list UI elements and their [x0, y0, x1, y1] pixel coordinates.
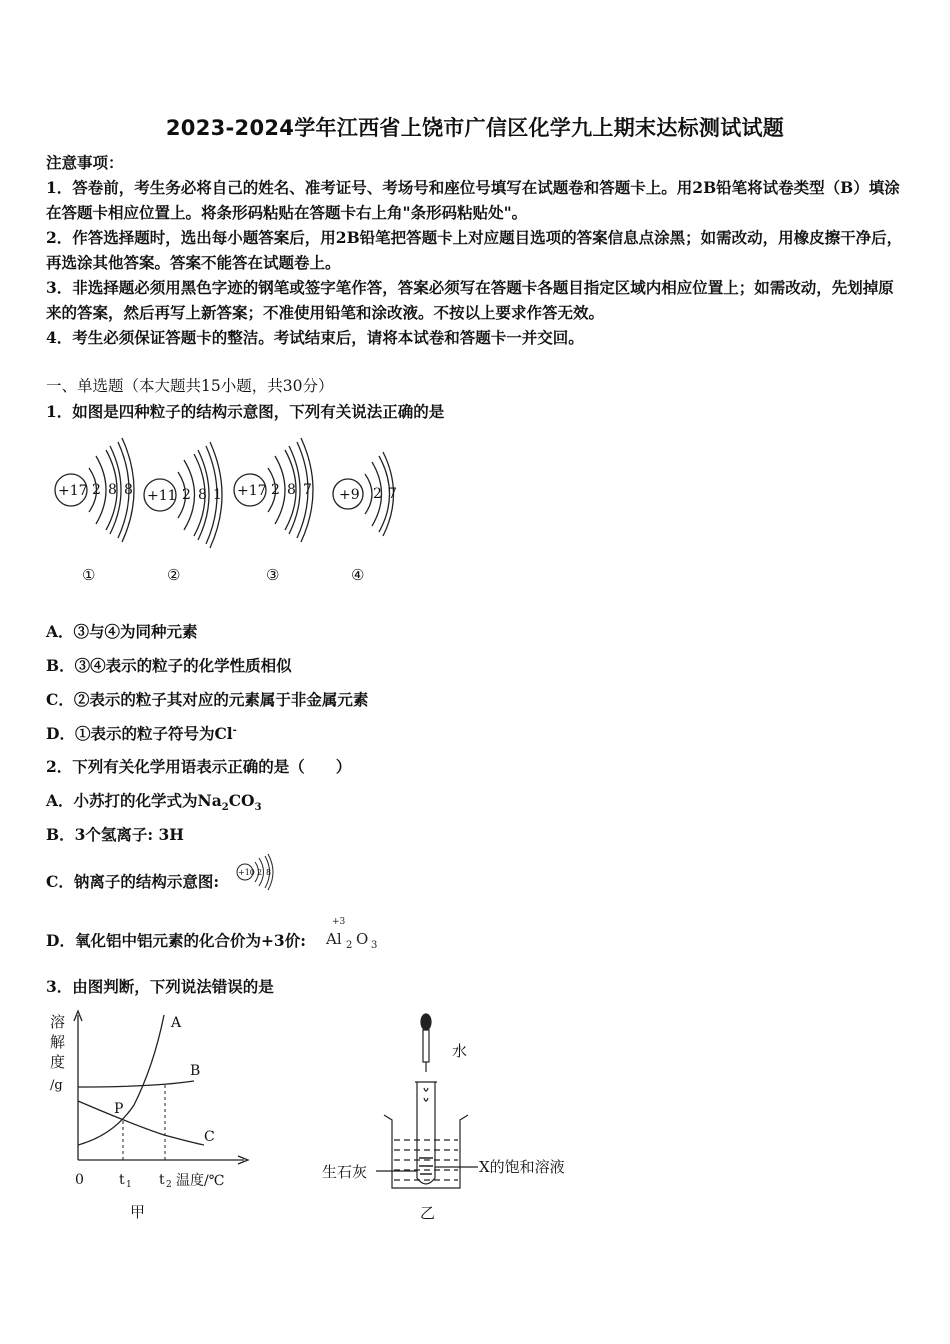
solubility-graph [44, 1005, 254, 1230]
atom-structure-figure [44, 428, 424, 593]
notice-item-2: 2．作答选择题时，选出每小题答案后，用2B铅笔把答题卡上对应题目选项的答案信息点涂黑；如需改动，用橡皮擦干净后，再选涂其他答案。答案不能答在试题卷上。 [46, 228, 903, 272]
notice-block [46, 150, 906, 350]
q1-option-d-charge: - [232, 724, 237, 736]
atom-4-shell-2: 7 [388, 486, 397, 502]
alumina-sub1: 2 [346, 940, 353, 951]
curve-a-label: A [171, 1015, 182, 1031]
notice-heading: 注意事项： [46, 153, 124, 172]
q2-option-a-text: A．小苏打的化学式为Na [46, 791, 222, 810]
notice-item-4: 4．考生必须保证答题卡的整洁。考试结束后，请将本试卷和答题卡一并交回。 [46, 328, 584, 347]
sodium-ion-shell-2: 8 [266, 868, 272, 877]
q2-option-a [46, 789, 262, 813]
q1-option-a: A．③与④为同种元素 [46, 622, 198, 641]
q2-option-a-sub2: 3 [254, 802, 262, 814]
alumina-sub2: 3 [371, 940, 378, 951]
origin-label: 0 [75, 1172, 84, 1188]
q2-option-a-sub1: 2 [221, 802, 229, 814]
alumina-el2: O [356, 930, 369, 948]
quicklime-label: 生石灰 [322, 1163, 368, 1181]
y-label-3: 度 [50, 1053, 66, 1071]
intersection-p-label: P [114, 1101, 124, 1117]
atom-1-shell-3: 8 [124, 482, 133, 498]
curve-b [78, 1081, 194, 1087]
atom-2-caption: ② [167, 566, 181, 584]
y-label-1: 溶 [50, 1013, 66, 1031]
q2-option-a-mid: CO [228, 791, 255, 810]
atom-1-caption: ① [82, 566, 96, 584]
curve-b-label: B [190, 1063, 201, 1079]
sodium-ion-shell-1: 2 [257, 868, 263, 877]
alumina-valence: +3 [332, 917, 346, 927]
alumina-el1: Al [326, 930, 342, 948]
atom-3-caption: ③ [266, 566, 280, 584]
atom-3-shell-3: 7 [303, 482, 312, 498]
atom-4-shell-1: 2 [373, 486, 382, 502]
atom-3-nucleus-label: +17 [237, 483, 267, 499]
t1-label: t [119, 1172, 125, 1188]
atom-3-shell-2: 8 [287, 482, 296, 498]
apparatus-caption: 乙 [420, 1204, 436, 1222]
atom-2-shell-2: 8 [198, 487, 207, 503]
apparatus-figure [316, 1010, 586, 1225]
sodium-ion-nucleus: +10 [238, 868, 255, 877]
q2-option-c: C．钠离子的结构示意图: [46, 872, 220, 891]
t2-label: t [159, 1172, 165, 1188]
q2-option-d: D．氧化铝中铝元素的化合价为+3价: [46, 931, 306, 950]
q1-option-d [46, 722, 237, 744]
question-3-stem: 3．由图判断，下列说法错误的是 [46, 977, 274, 996]
graph-caption: 甲 [130, 1203, 146, 1221]
q2-option-b: B．3个氢离子: 3H [46, 825, 184, 844]
sodium-ion-diagram [232, 852, 280, 896]
water-label: 水 [452, 1042, 468, 1060]
atom-3-shell-1: 2 [271, 482, 280, 498]
atom-4-caption: ④ [351, 566, 365, 584]
atom-2-nucleus-label: +11 [147, 488, 177, 504]
t1-subscript: 1 [126, 1180, 132, 1190]
atom-1-shell-2: 8 [108, 482, 117, 498]
atom-1-shell-1: 2 [92, 482, 101, 498]
atom-1-nucleus-label: +17 [58, 483, 88, 499]
y-label-4: /g [50, 1078, 63, 1093]
atom-2-shell-3: 1 [213, 487, 222, 503]
x-axis-label: 温度/℃ [176, 1173, 225, 1189]
page-title: 2023-2024学年江西省上饶市广信区化学九上期末达标测试试题 [165, 116, 785, 140]
question-1-stem: 1．如图是四种粒子的结构示意图，下列有关说法正确的是 [46, 402, 445, 421]
notice-item-3: 3．非选择题必须用黑色字迹的钢笔或签字笔作答，答案必须写在答题卡各题目指定区域内相应位置上；如需改动，先划掉原来的答案，然后再写上新答案；不准使用铅笔和涂改液。不按以上要求作答无效。 [46, 278, 894, 322]
atom-4-nucleus-label: +9 [339, 487, 360, 503]
y-label-2: 解 [50, 1033, 66, 1051]
section-heading: 一、单选题（本大题共15小题，共30分） [46, 377, 334, 395]
t2-subscript: 2 [166, 1180, 172, 1190]
saturated-solution-label: X的饱和溶液 [479, 1158, 565, 1176]
question-2-stem: 2．下列有关化学用语表示正确的是（ ） [46, 757, 352, 776]
curve-a [78, 1015, 164, 1145]
alumina-formula [322, 914, 382, 952]
q1-option-c: C．②表示的粒子其对应的元素属于非金属元素 [46, 690, 369, 709]
q1-option-b: B．③④表示的粒子的化学性质相似 [46, 656, 292, 675]
q1-option-d-text: D．①表示的粒子符号为Cl [46, 724, 233, 743]
notice-item-1: 1．答卷前，考生务必将自己的姓名、准考证号、考场号和座位号填写在试题卷和答题卡上。用2B铅笔将试卷类型（B）填涂在答题卡相应位置上。将条形码粘贴在答题卡右上角"条形码粘贴处"。 [46, 178, 900, 222]
atom-2-shell-1: 2 [182, 487, 191, 503]
curve-c-label: C [204, 1129, 215, 1145]
